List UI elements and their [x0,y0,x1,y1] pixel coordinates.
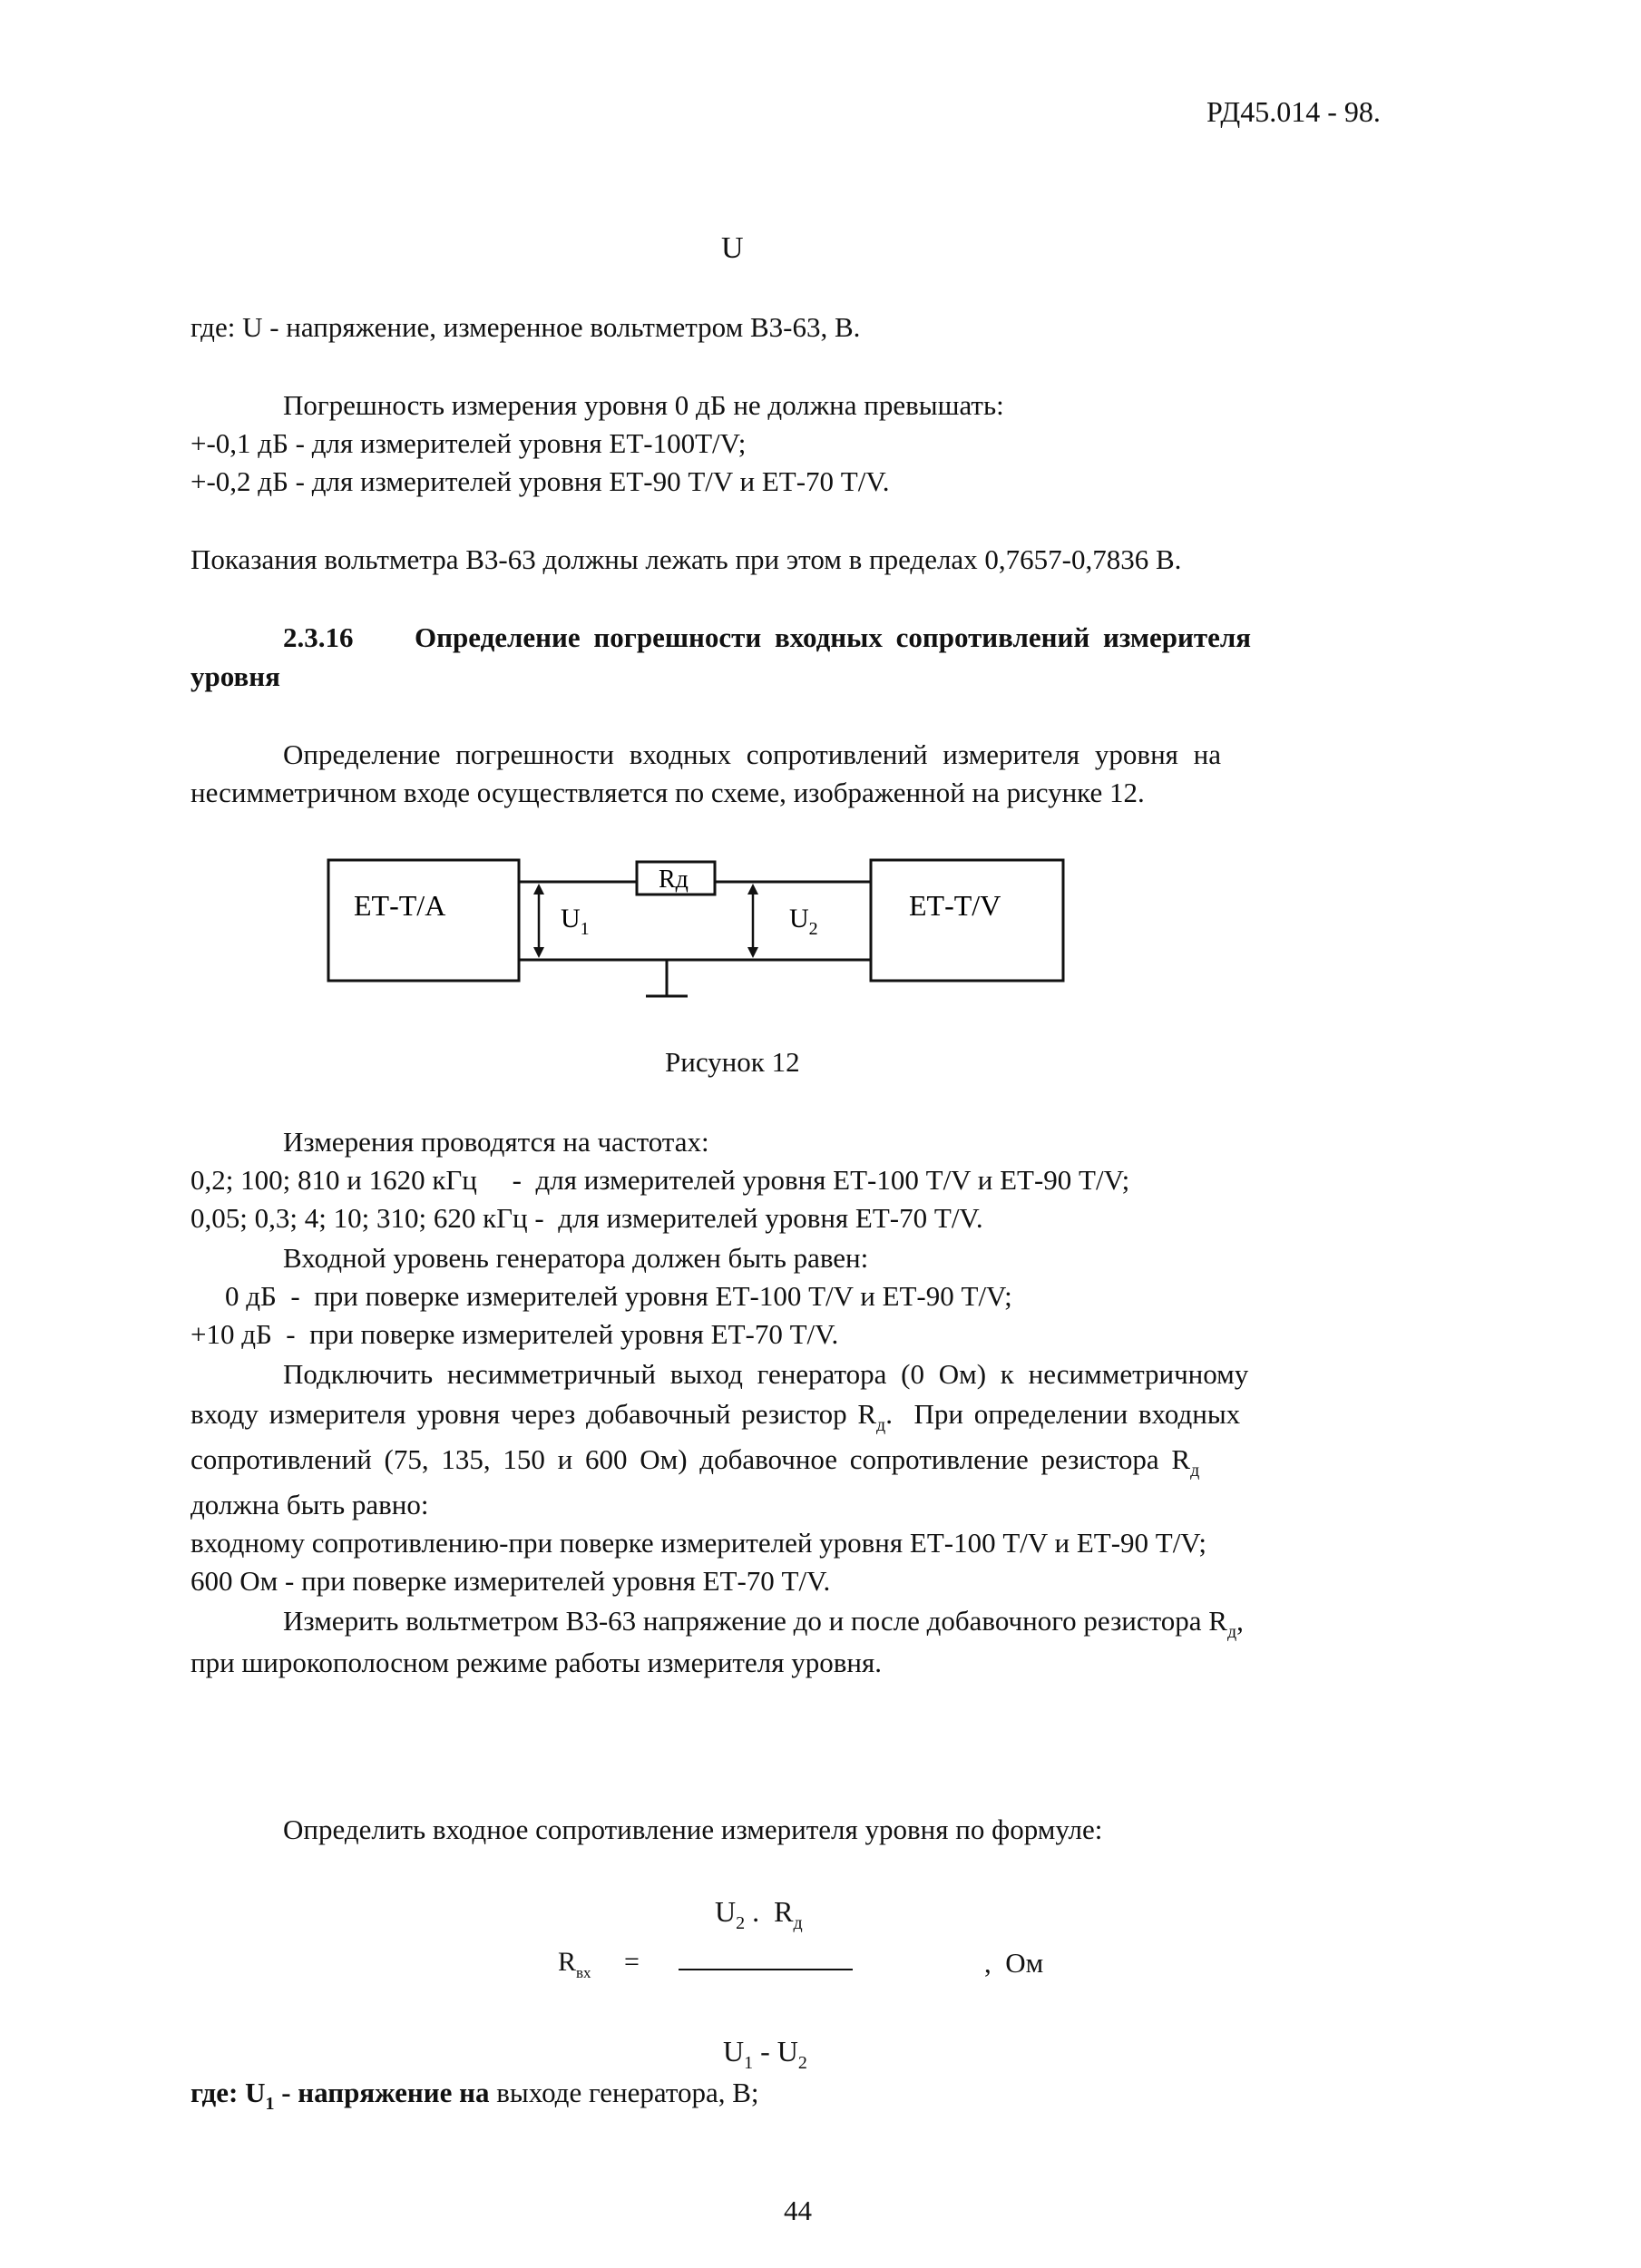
generator-level-2: +10 дБ - при поверке измерителей уровня ЕТ-70 Т/V. [190,1318,839,1350]
connect-line-6: 600 Ом - при поверке измерителей уровня ЕТ-70 Т/V. [190,1565,831,1597]
resistor-subscript: д [1226,1622,1237,1642]
circuit-diagram [308,835,1089,1016]
resistor-subscript: д [876,1415,886,1435]
frequency-line-1: 0,2; 100; 810 и 1620 кГц - для измерителей уровня ЕТ-100 Т/V и ЕТ-90 Т/V; [190,1164,1130,1196]
fraction-bar [679,1969,853,1970]
measure-line-2: при широкополосном режиме работы измерителя уровня. [190,1647,882,1678]
generator-level-1: 0 дБ - при поверке измерителей уровня ЕТ-100 Т/V и ЕТ-90 Т/V; [225,1280,1012,1312]
where-label: где: [190,311,236,343]
where-u1-definition: где: $U_1$ - напряжение на выходе генератора, В; [190,2077,759,2114]
section-number: 2.3.16 [283,621,354,653]
u2-label: $U_2$ [789,904,818,939]
u2-arrow-head-bottom [747,947,758,958]
connect-line-5: входному сопротивлению-при поверке измерителей уровня ЕТ-100 Т/V и ЕТ-90 Т/V; [190,1527,1207,1559]
connect-line-1: Подключить несимметричный выход генератора (0 Ом) к несимметричному [283,1358,1249,1390]
left-device-label: ЕТ-Т/А [354,889,446,922]
formula-lhs: $R_{вх}$ [558,1947,591,1981]
where-label: где: [190,2077,239,2108]
measurements-intro: Измерения проводятся на частотах: [283,1126,709,1158]
intro-line-1: Определение погрешности входных сопротивлений измерителя уровня на [283,738,1222,770]
generator-intro: Входной уровень генератора должен быть равен: [283,1242,869,1274]
right-device-label: ЕТ-Т/V [909,889,1001,922]
u-description: - напряжение, измеренное вольтметром В3-63, В. [262,311,861,343]
error-item-1: +-0,1 дБ - для измерителей уровня ЕТ-100Т/V; [190,427,747,459]
section-title-line2: уровня [190,660,280,692]
resistor-label: Rд [659,865,689,894]
document-code: РД45.014 - 98. [1206,95,1381,128]
u2-arrow-head-top [747,884,758,894]
formula-intro: Определить входное сопротивление измерителя уровня по формуле: [283,1813,1103,1845]
intro-line-2: несимметричном входе осуществляется по схеме, изображенной на рисунке 12. [190,777,1145,808]
u1-symbol: U [245,2077,266,2108]
measure-line-1: Измерить вольтметром В3-63 напряжение до и после добавочного резистора $R_д$, [283,1605,1244,1642]
u1-arrow-head-top [533,884,544,894]
formula-denominator: U [721,231,744,265]
connect-line-3: сопротивлений (75, 135, 150 и 600 Ом) добавочное сопротивление резистора $R_д$ [190,1443,1200,1481]
formula-unit: , Ом [984,1947,1044,1979]
u1-label: $U_1$ [561,904,590,939]
formula-numerator: $U_2$ . $R_д$ [715,1895,803,1933]
error-intro: Погрешность измерения уровня 0 дБ не должна превышать: [283,389,1004,421]
voltmeter-range: Показания вольтметра В3-63 должны лежать при этом в пределах 0,7657-0,7836 В. [190,543,1182,575]
frequency-line-2: 0,05; 0,3; 4; 10; 310; 620 кГц - для измерителей уровня ЕТ-70 Т/V. [190,1202,983,1234]
where-u-definition [190,310,860,344]
connect-line-4: должна быть равно: [190,1489,429,1520]
figure-caption: Рисунок 12 [665,1046,800,1078]
u1-arrow-head-bottom [533,947,544,958]
resistor-subscript: д [1190,1461,1200,1481]
connect-line-2: входу измерителя уровня через добавочный резистор $R_д$. При определении входных [190,1398,1241,1435]
formula-equals: = [624,1947,640,1977]
formula-denominator-voltages: $U_1 - U_2$ [723,2035,807,2073]
u-symbol: U [242,311,263,343]
page-number: 44 [784,2195,812,2226]
error-item-2: +-0,2 дБ - для измерителей уровня ЕТ-90 Т/V и ЕТ-70 Т/V. [190,465,890,497]
section-title-line1: Определение погрешности входных сопротивлений измерителя [415,621,1251,653]
